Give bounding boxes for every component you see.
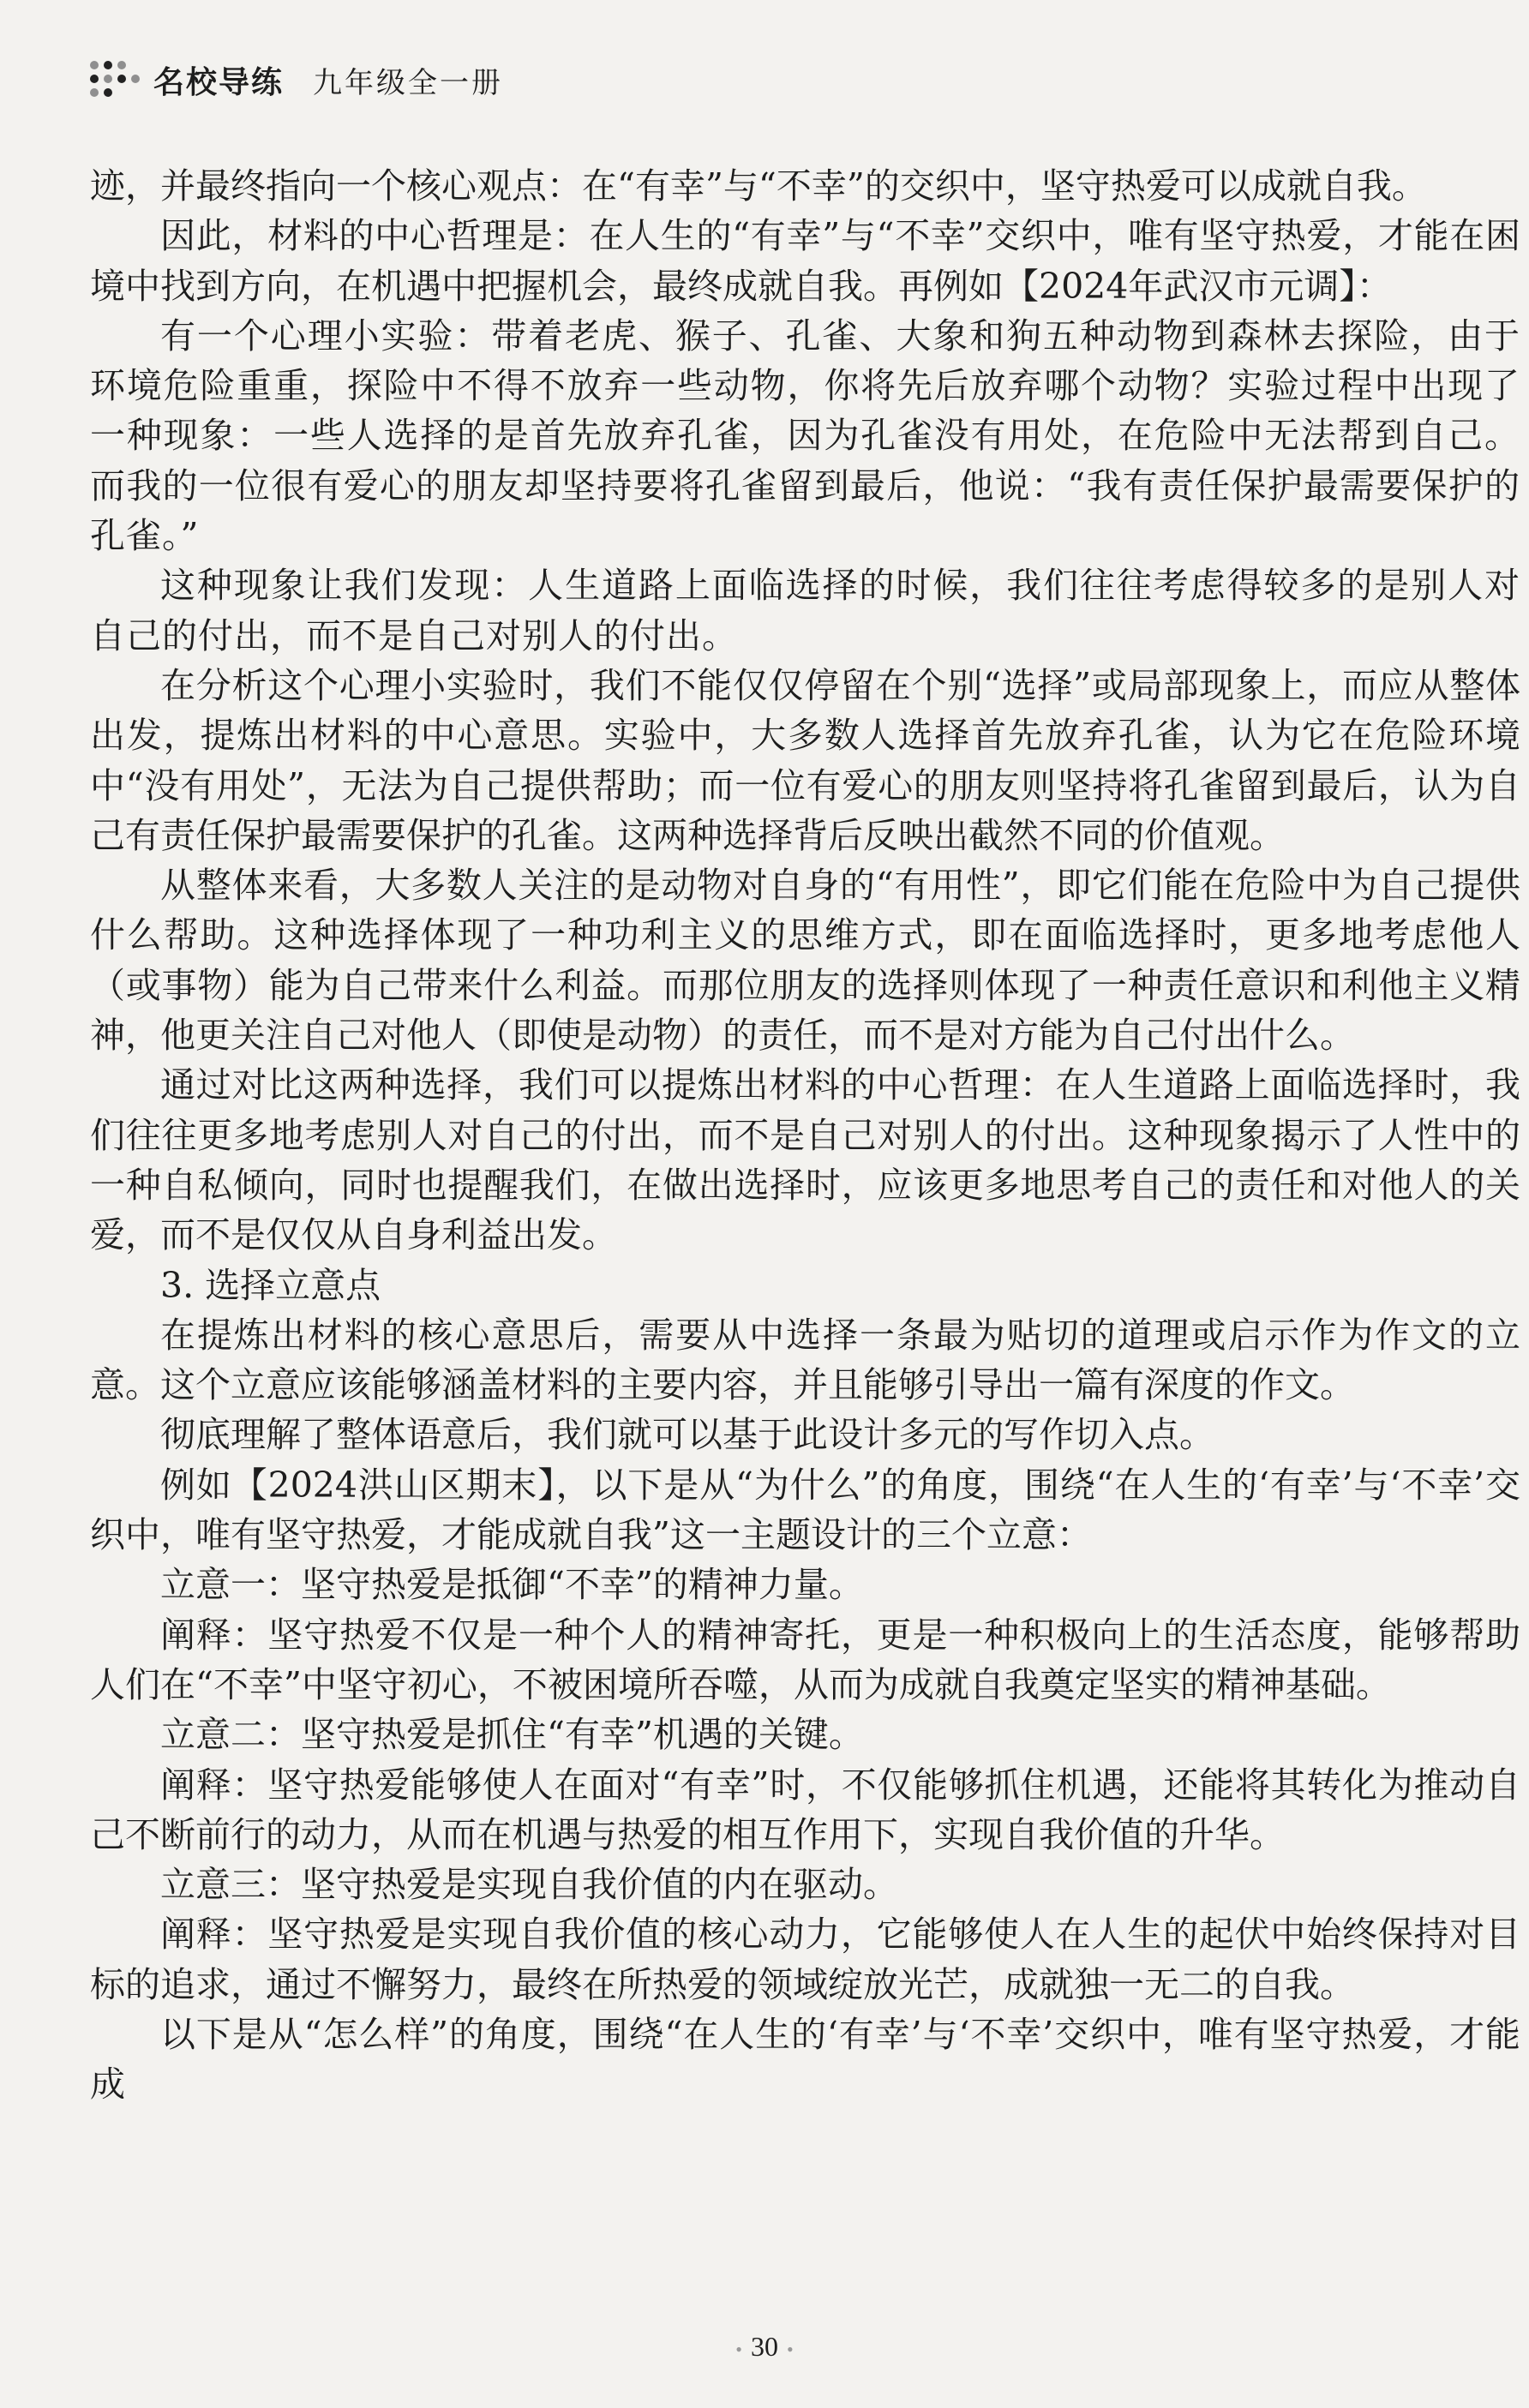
dot-icon: • [735,2339,742,2360]
theme-explanation: 阐释：坚守热爱能够使人在面对“有幸”时，不仅能够抓住机遇，还能将其转化为推动自己不断前行的动力，从而在机遇与热爱的相互作用下，实现自我价值的升华。 [90,1764,1520,1855]
decorative-dots-icon [90,61,141,99]
paragraph: 彻底理解了整体语意后，我们就可以基于此设计多元的写作切入点。 [160,1414,1214,1456]
example-material: 有一个心理小实验：带着老虎、猴子、孔雀、大象和狗五种动物到森林去探险，由于环境危险重重，探险中不得不放弃一些动物，你将先后放弃哪个动物？实验过程中出现了一种现象：一些人选择的是首先放弃孔雀，因为孔雀没有用处，在危险中无法帮到自己。而我的一位很有爱心的朋友却坚持要将孔雀留到最后，他说：“我有责任保护最需要保护的孔雀。” [90,314,1520,557]
paragraph: 通过对比这两种选择，我们可以提炼出材料的中心哲理：在人生道路上面临选择时，我们往往更多地考虑别人对自己的付出，而不是自己对别人的付出。这种现象揭示了人性中的一种自私倾向，同时也提醒我们，在做出选择时，应该更多地思考自己的责任和对他人的关爱，而不是仅仅从自身利益出发。 [90,1064,1520,1256]
brand-title: 名校导练 [153,64,285,100]
page-header [90,50,503,110]
theme-explanation: 阐释：坚守热爱不仅是一种个人的精神寄托，更是一种积极向上的生活态度，能够帮助人们在“不幸”中坚守初心，不被困境所吞噬，从而为成就自我奠定坚实的精神基础。 [90,1614,1520,1705]
paragraph: 从整体来看，大多数人关注的是动物对自身的“有用性”，即它们能在危险中为自己提供什么帮助。这种选择体现了一种功利主义的思维方式，即在面临选择时，更多地考虑他人（或事物）能为自己带来什么利益。而那位朋友的选择则体现了一种责任意识和利他主义精神，他更关注自己对他人（即使是动物）的责任，而不是对方能为自己付出什么。 [90,865,1520,1057]
paragraph: 迹，并最终指向一个核心观点：在“有幸”与“不幸”的交织中，坚守热爱可以成就自我。 [90,165,1427,207]
theme-point: 立意三：坚守热爱是实现自我价值的内在驱动。 [160,1864,898,1906]
paragraph: 例如【2024洪山区期末】，以下是从“为什么”的角度，围绕“在人生的‘有幸’与‘不幸’交织中，唯有坚守热爱，才能成就自我”这一主题设计的三个立意： [90,1464,1520,1556]
page-number: • 30 • [735,2331,794,2362]
theme-point: 立意二：坚守热爱是抓住“有幸”机遇的关键。 [160,1714,864,1756]
dot-icon: • [787,2339,794,2360]
theme-point: 立意一：坚守热爱是抵御“不幸”的精神力量。 [160,1564,864,1606]
theme-explanation: 阐释：坚守热爱是实现自我价值的核心动力，它能够使人在人生的起伏中始终保持对目标的追求，通过不懈努力，最终在所热爱的领域绽放光芒，成就独一无二的自我。 [90,1914,1520,2005]
section-heading: 3. 选择立意点 [160,1264,381,1306]
example-material: 这种现象让我们发现：人生道路上面临选择的时候，我们往往考虑得较多的是别人对自己的付出，而不是自己对别人的付出。 [90,565,1520,656]
page-body [90,161,1520,2110]
paragraph: 在分析这个心理小实验时，我们不能仅仅停留在个别“选择”或局部现象上，而应从整体出发，提炼出材料的中心意思。实验中，大多数人选择首先放弃孔雀，认为它在危险环境中“没有用处”，无法为自己提供帮助；而一位有爱心的朋友则坚持将孔雀留到最后，认为自己有责任保护最需要保护的孔雀。这两种选择背后反映出截然不同的价值观。 [90,664,1520,856]
paragraph: 因此，材料的中心哲理是：在人生的“有幸”与“不幸”交织中，唯有坚守热爱，才能在困境中找到方向，在机遇中把握机会，最终成就自我。再例如【2024年武汉市元调】： [90,215,1520,307]
grade-label: 九年级全一册 [313,65,504,100]
paragraph: 在提炼出材料的核心意思后，需要从中选择一条最为贴切的道理或启示作为作文的立意。这个立意应该能够涵盖材料的主要内容，并且能够引导出一篇有深度的作文。 [90,1314,1520,1406]
paragraph: 以下是从“怎么样”的角度，围绕“在人生的‘有幸’与‘不幸’交织中，唯有坚守热爱，才能成 [90,2013,1520,2106]
